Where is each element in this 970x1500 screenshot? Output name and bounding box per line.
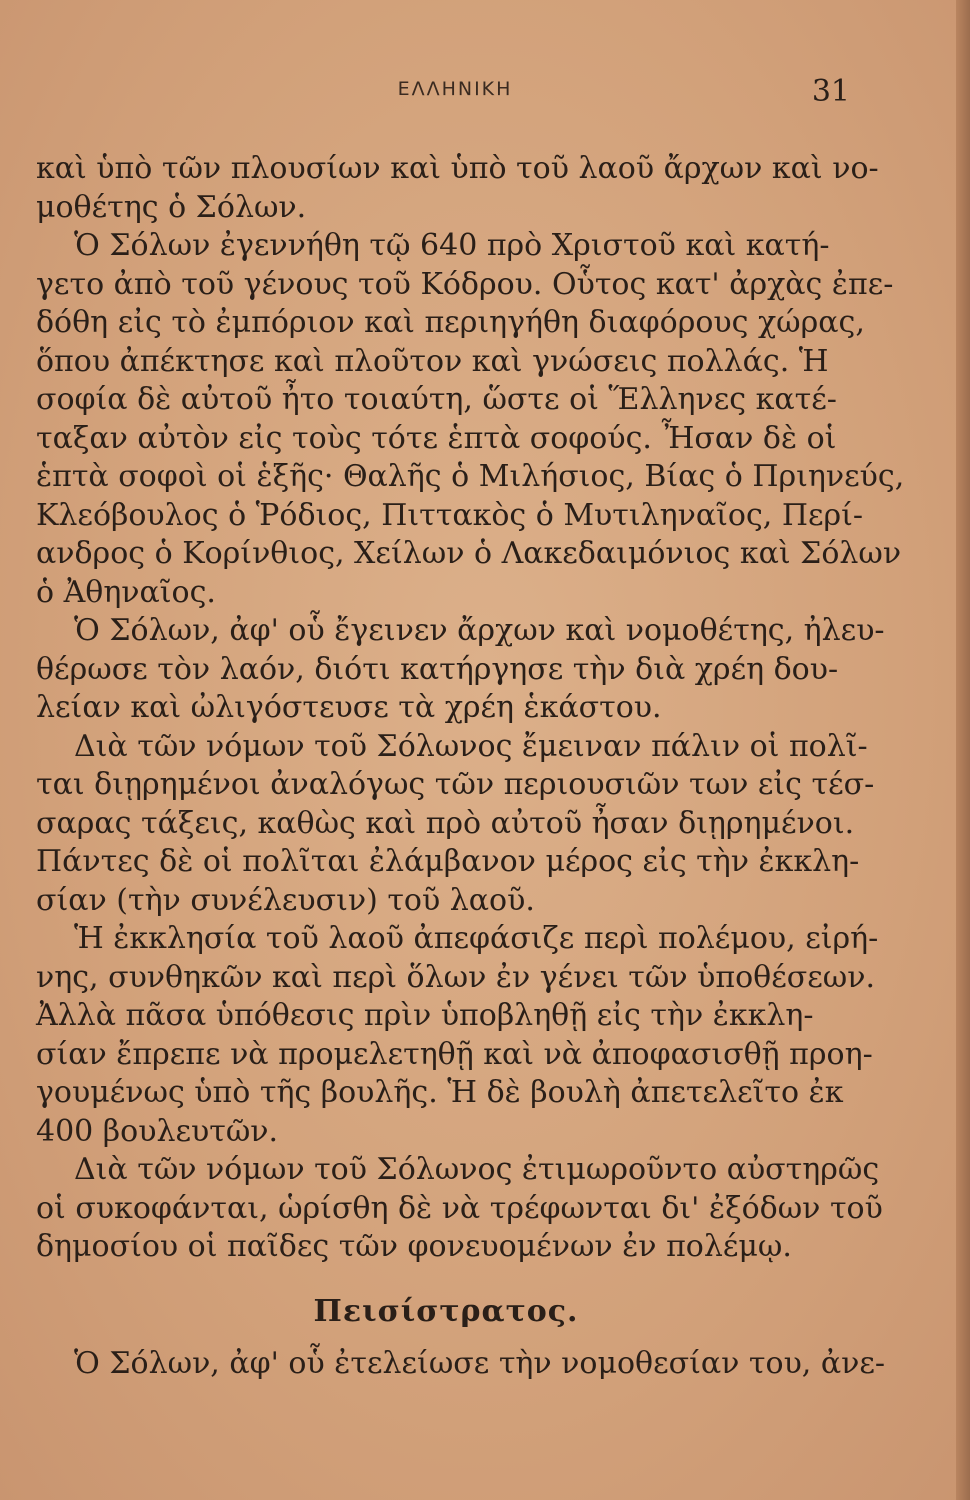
text-line: Ἡ ἐκκλησία τοῦ λαοῦ ἀπεφάσιζε περὶ πολέμου, εἰρή- xyxy=(74,921,879,956)
text-line: ανδρος ὁ Κορίνθιος, Χείλων ὁ Λακεδαιμόνιος καὶ Σόλων xyxy=(36,536,902,571)
text-line: δημοσίου οἱ παῖδες τῶν φονευομένων ἐν πολέμῳ. xyxy=(36,1229,792,1264)
paragraph xyxy=(36,1151,883,1267)
text-line: σαρας τάξεις, καθὼς καὶ πρὸ αὐτοῦ ἦσαν διῃρημένοι. xyxy=(36,805,855,841)
paragraph xyxy=(36,150,879,227)
text-line: ται διῃρημένοι ἀναλόγως τῶν περιουσιῶν των εἰς τέσ- xyxy=(36,767,875,802)
text-line: σίαν (τὴν συνέλευσιν) τοῦ λαοῦ. xyxy=(36,882,535,918)
paragraph xyxy=(36,920,879,1151)
text-line: ταξαν αὐτὸν εἰς τοὺς τότε ἑπτὰ σοφούς. Ἦσαν δὲ οἱ xyxy=(36,420,837,456)
text-line: μοθέτης ὁ Σόλων. xyxy=(36,189,307,225)
text-line: 400 βουλευτῶν. xyxy=(36,1113,279,1149)
text-line: Κλεόβουλος ὁ Ῥόδιος, Πιττακὸς ὁ Μυτιληναῖος, Περί- xyxy=(36,497,864,533)
text-line: Ὁ Σόλων, ἀφ' οὗ ἔγεινεν ἄρχων καὶ νομοθέτης, ἠλευ- xyxy=(74,613,885,648)
text-line: δόθη εἰς τὸ ἐμπόριον καὶ περιηγήθη διαφόρους χώρας, xyxy=(36,305,865,340)
text-line: ὅπου ἀπέκτησε καὶ πλοῦτον καὶ γνώσεις πολλάς. Ἡ xyxy=(36,343,829,379)
body-text xyxy=(36,150,905,1384)
paragraph xyxy=(36,1345,886,1384)
text-line: Ὁ Σόλων ἐγεννήθη τῷ 640 πρὸ Χριστοῦ καὶ κατή- xyxy=(74,228,830,263)
paragraph xyxy=(36,728,875,921)
text-line: ὁ Ἀθηναῖος. xyxy=(36,574,216,610)
text-line: γουμένως ὑπὸ τῆς βουλῆς. Ἡ δὲ βουλὴ ἀπετελεῖτο ἐκ xyxy=(36,1075,844,1110)
text-line: Ὁ Σόλων, ἀφ' οὗ ἐτελείωσε τὴν νομοθεσίαν του, ἀνε- xyxy=(74,1346,886,1381)
page-number: 31 xyxy=(811,74,850,109)
running-title: ΕΛΛΗΝΙΚΗ xyxy=(397,78,513,100)
text-line: θέρωσε τὸν λαόν, διότι κατήργησε τὴν διὰ χρέη δου- xyxy=(36,651,839,687)
text-line: Ἀλλὰ πᾶσα ὑπόθεσις πρὶν ὑποβληθῇ εἰς τὴν ἐκκλη- xyxy=(36,998,814,1033)
page-header xyxy=(60,74,850,118)
text-line: οἱ συκοφάνται, ὡρίσθη δὲ νὰ τρέφωνται δι' ἐξόδων τοῦ xyxy=(36,1190,883,1226)
text-line: Διὰ τῶν νόμων τοῦ Σόλωνος ἐτιμωροῦντο αὐστηρῶς xyxy=(74,1152,880,1187)
text-line: καὶ ὑπὸ τῶν πλουσίων καὶ ὑπὸ τοῦ λαοῦ ἄρχων καὶ νο- xyxy=(36,151,879,186)
page-edge xyxy=(956,0,970,1500)
text-line: γετο ἀπὸ τοῦ γένους τοῦ Κόδρου. Οὗτος κατ' ἀρχὰς ἐπε- xyxy=(36,266,894,302)
text-line: σίαν ἔπρεπε νὰ προμελετηθῇ καὶ νὰ ἀποφασισθῇ προη- xyxy=(36,1036,873,1072)
text-line: ἑπτὰ σοφοὶ οἱ ἑξῆς· Θαλῆς ὁ Μιλήσιος, Βίας ὁ Πριηνεύς, xyxy=(36,459,905,494)
paragraph xyxy=(36,612,885,728)
text-line: λείαν καὶ ὠλιγόστευσε τὰ χρέη ἑκάστου. xyxy=(36,690,662,725)
text-line: νης, συνθηκῶν καὶ περὶ ὅλων ἐν γένει τῶν ὑποθέσεων. xyxy=(36,959,876,995)
text-line: Πάντες δὲ οἱ πολῖται ἐλάμβανον μέρος εἰς τὴν ἐκκλη- xyxy=(36,844,860,879)
text-line: Διὰ τῶν νόμων τοῦ Σόλωνος ἔμειναν πάλιν οἱ πολῖ- xyxy=(74,728,868,764)
paragraph xyxy=(36,227,905,612)
section-heading: Πεισίστρατος. xyxy=(313,1293,579,1329)
text-line: σοφία δὲ αὐτοῦ ἦτο τοιαύτη, ὥστε οἱ Ἕλληνες κατέ- xyxy=(36,382,837,417)
